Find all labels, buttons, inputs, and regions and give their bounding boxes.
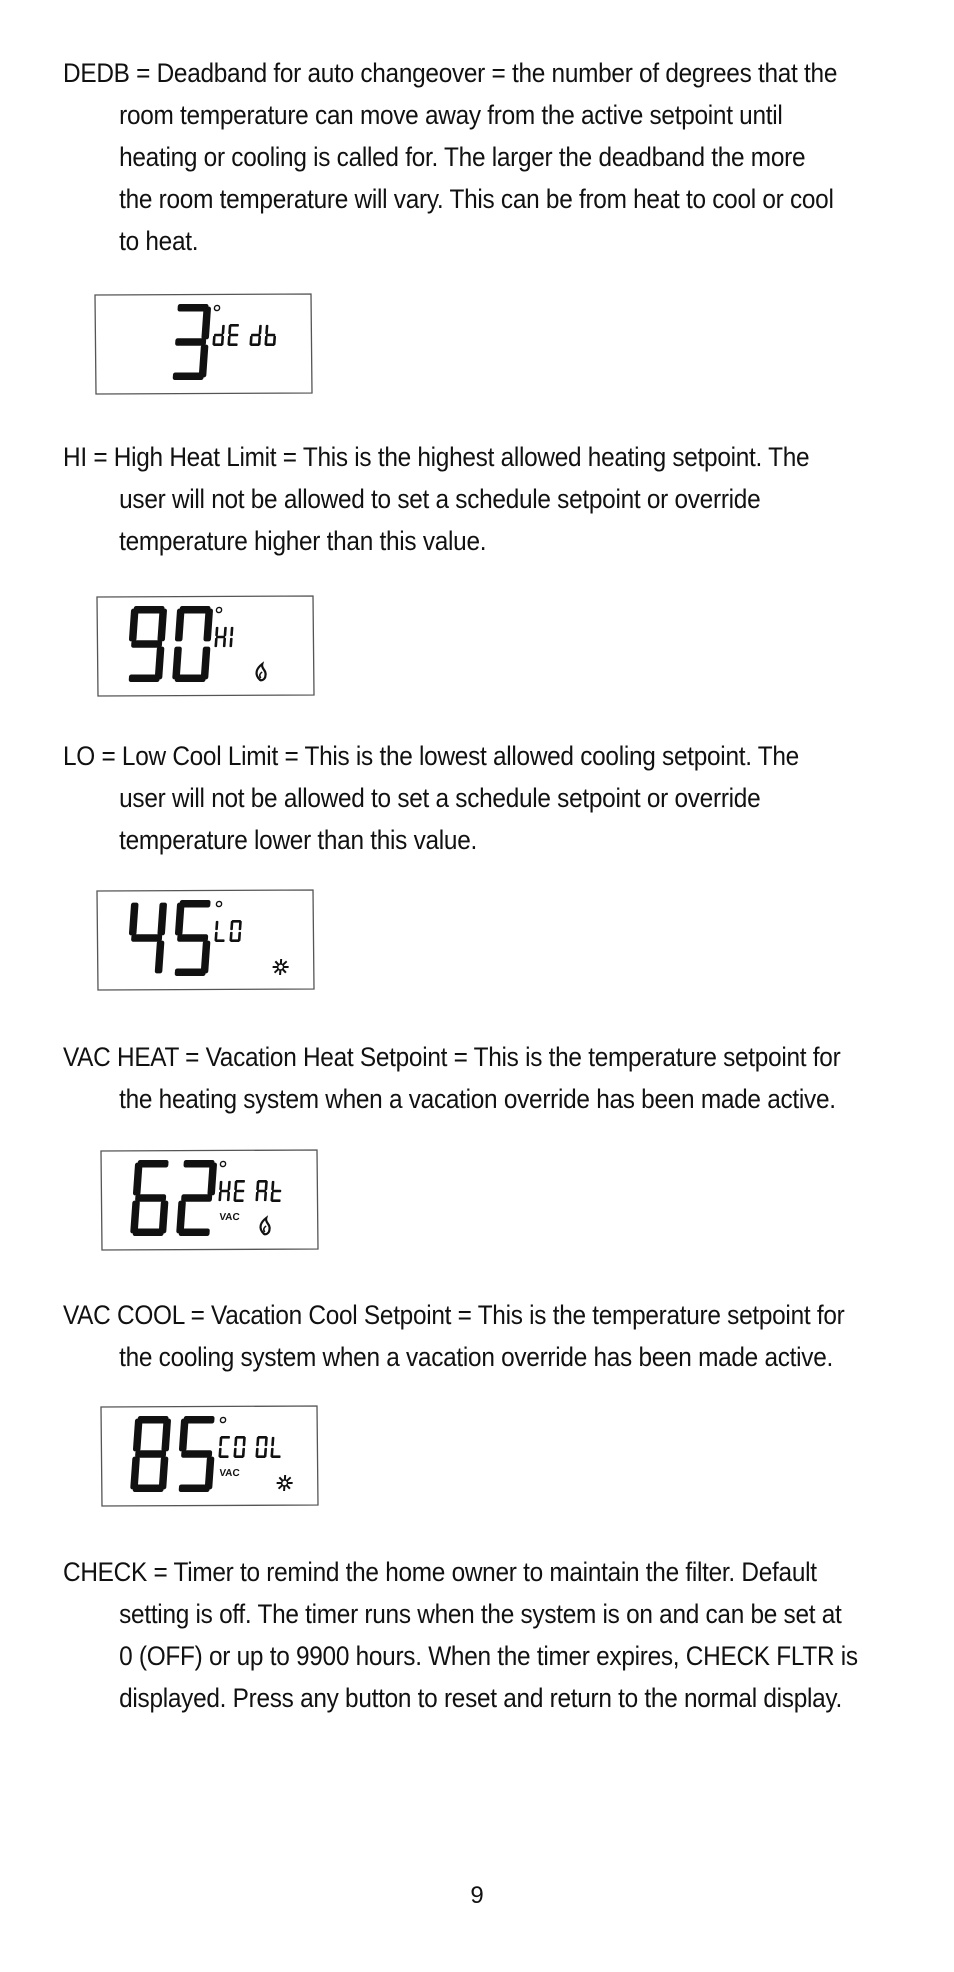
lcd-segment-g — [266, 334, 275, 337]
lcd-segment-g — [257, 1190, 266, 1193]
dedb-paragraph: DEDB = Deadband for auto changeover = the number of degrees that the room temperature can move away from the active setpoint until heating or cooling is called for. The larger the deadband the more the room temperature will vary. This can be from heat to cool or cool to heat. — [63, 58, 838, 256]
lcd-segment-g — [135, 1450, 166, 1458]
page-number: 9 — [470, 1882, 484, 1909]
lcd-display-dedb — [94, 294, 312, 394]
lcd-segment-g — [175, 338, 206, 346]
vac-label: VAC — [218, 1468, 241, 1479]
lo-paragraph: LO = Low Cool Limit = This is the lowest allowed cooling setpoint. The user will not be allowed to set a schedule setpoint or override temperature lower than this value. — [63, 741, 799, 855]
lcd-segment-g — [214, 334, 223, 337]
lcd-segment-g — [220, 1190, 229, 1193]
lcd-segment-g — [251, 334, 260, 337]
lcd-segment-d — [129, 675, 160, 683]
check-paragraph: CHECK = Timer to remind the home owner to maintain the filter. Default setting is off. The timer runs when the system is on and can be set at 0 (OFF) or up to 9900 hours. When the timer expires, CHECK FLTR is displayed. Press any button to reset and return to the normal display. — [63, 1557, 858, 1713]
lcd-segment-g — [131, 934, 162, 942]
lcd-segment-g — [181, 1450, 212, 1458]
lcd-segment-g — [229, 334, 238, 337]
lcd-segment-g — [135, 1194, 166, 1202]
lcd-segment-g — [131, 640, 162, 648]
lcd-segment-g — [216, 636, 225, 639]
lcd-display-hi — [96, 596, 314, 696]
lcd-segment-g — [235, 1190, 244, 1193]
lcd-segment-g — [177, 934, 208, 942]
vac-heat-paragraph: VAC HEAT = Vacation Heat Setpoint = This is the temperature setpoint for the heating system when a vacation override has been made active. — [63, 1042, 841, 1114]
vac-cool-paragraph: VAC COOL = Vacation Cool Setpoint = This is the temperature setpoint for the cooling system when a vacation override has been made active. — [63, 1300, 845, 1372]
lcd-segment-d — [173, 373, 204, 381]
vac-label: VAC — [218, 1212, 241, 1223]
lcd-segment-d — [179, 1485, 210, 1493]
lcd-segment-g — [181, 1194, 212, 1202]
lcd-segment-g — [272, 1190, 281, 1193]
lcd-segment-d — [175, 969, 206, 977]
lcd-display-vac-cool — [100, 1406, 318, 1506]
lcd-display-lo — [96, 890, 314, 990]
lcd-display-vac-heat — [100, 1150, 318, 1250]
hi-paragraph: HI = High Heat Limit = This is the highest allowed heating setpoint. The user will not be allowed to set a schedule setpoint or override temperature higher than this value. — [63, 442, 810, 556]
